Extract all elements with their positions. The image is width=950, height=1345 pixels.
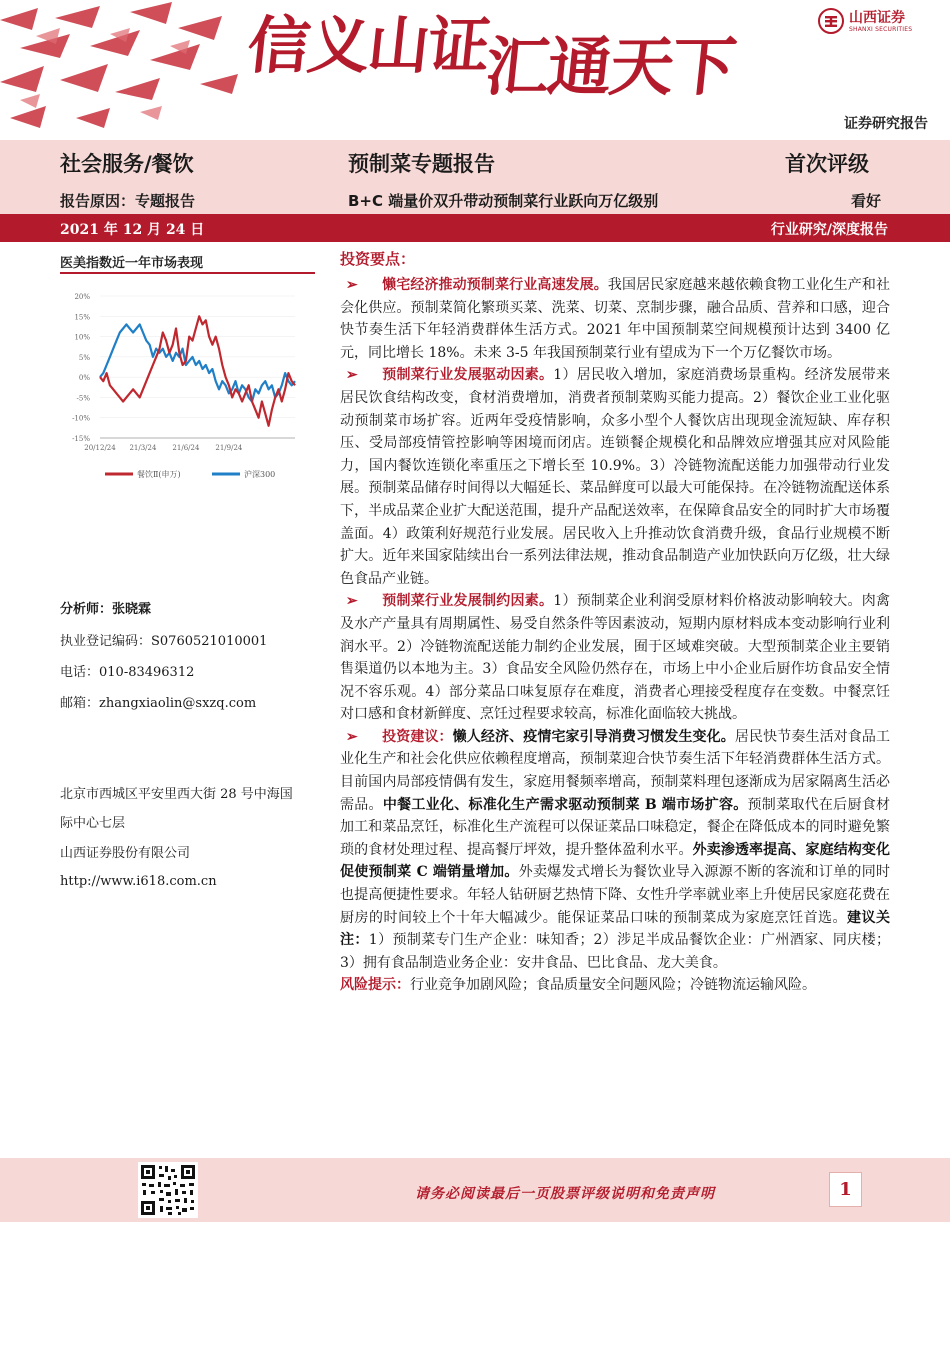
y-tick-label: 5% (78, 353, 90, 362)
sector: 社会服务/餐饮 (60, 152, 194, 176)
info-band (0, 140, 950, 214)
x-tick-label: 21/6/24 (172, 444, 200, 452)
bullet-arrow-icon: ➢ (346, 277, 358, 293)
slogan (244, 9, 740, 105)
risk-text: 行业竞争加剧风险；食品质量安全问题风险；冷链物流运输风险。 (410, 977, 816, 994)
highlight-paragraph (340, 274, 890, 364)
qr-code-icon[interactable] (138, 1162, 198, 1218)
bullet-arrow-icon: ➢ (346, 593, 358, 610)
analyst-phone: 电话：010-83496312 (60, 665, 195, 680)
y-tick-label: 10% (74, 333, 90, 342)
analyst-license: 执业登记编码：S0760521010001 (60, 634, 268, 649)
report-title: 预制菜专题报告 (348, 152, 495, 176)
paragraph-text: 1）预制菜专门生产企业：味知香；2）涉足半成品餐饮企业：广州酒家、同庆楼；3）拥有食品制造业务企业：安井食品、巴比食品、龙大美食。 (340, 932, 891, 971)
rating-value: 看好 (851, 192, 882, 210)
key-point: 中餐工业化、标准化生产需求驱动预制菜 B 端市场扩容。 (382, 796, 748, 813)
paragraph-heading: 懒宅经济推动预制菜行业高速发展。 (382, 277, 608, 293)
legend-label: 餐饮Ⅱ(申万) (137, 470, 181, 479)
slogan-part1: 信义山证 (244, 9, 492, 82)
legend-label: 沪深300 (244, 470, 276, 479)
brand-name-en: SHANXI SECURITIES (849, 25, 913, 33)
y-tick-label: -5% (76, 394, 90, 403)
company-address-line1: 北京市西城区平安里西大街 28 号中海国 (60, 787, 293, 802)
analyst-email[interactable]: 邮箱：zhangxiaolin@sxzq.com (60, 696, 257, 711)
x-tick-label: 21/3/24 (129, 444, 157, 452)
market-performance-chart (60, 278, 315, 498)
highlight-paragraph (340, 364, 890, 590)
paragraph-heading: 投资建议： (382, 728, 453, 745)
highlights-heading: 投资要点： (340, 250, 416, 268)
report-date: 2021 年 12 月 24 日 (60, 222, 205, 238)
y-tick-label: 20% (74, 293, 90, 301)
y-tick-label: 0% (78, 374, 90, 383)
key-point: 建议关注： (340, 909, 891, 949)
footer (0, 1158, 950, 1222)
company-address-line2: 际中心七层 (60, 816, 126, 831)
highlights-body (340, 274, 890, 997)
slogan-part2: 汇通天下 (481, 31, 738, 105)
y-tick-label: -15% (72, 435, 90, 443)
key-point: 懒人经济、疫情宅家引导消费习惯发生变化。 (452, 728, 735, 745)
paragraph-text: 1）预制菜企业利润受原材料价格波动影响较大。肉禽及水产产量具有周期属性、易受自然条件等因素波动，短期内原材料成本变动影响行业利润水平。2）冷链物流配送能力制约企业发展，囿于区域难突破。大型预制菜企业主要销售渠道仍以本地为主。3）食品安全风险仍然存在，市场上中小企业后厨作坊食品安全情况不容乐观。4）部分菜品口味复原存在难度，消费者心理接受程度存在变数。中餐烹饪对口感和食材新鲜度、烹饪过程要求较高，标准化面临较大挑战。 (340, 593, 891, 723)
paragraph-heading: 预制菜行业发展驱动因素。 (382, 367, 554, 384)
x-tick-label: 21/9/24 (215, 444, 243, 452)
company-logo (818, 8, 912, 34)
date-bar (0, 214, 950, 242)
key-point: 外卖渗透率提高、家庭结构变化促使预制菜 C 端销量增加。 (340, 841, 891, 881)
chart-title-rule (60, 272, 315, 274)
page-number: 1 (839, 1179, 852, 1200)
report-reason: 报告原因：专题报告 (60, 192, 196, 210)
report-series: 证券研究报告 (844, 116, 928, 132)
risk-heading: 风险提示： (340, 977, 410, 994)
company-name: 山西证券股份有限公司 (60, 846, 191, 861)
paragraph-text: 1）居民收入增加，家庭消费场景重构。经济发展带来居民饮食结构改变，食材消费增加，消费者预制菜购买能力提高。2）餐饮企业工业化驱动预制菜市场扩容。近两年受疫情影响，众多小型个人餐饮店出现现金流短缺、库存积压、受局部疫情管控影响等困境而闭店。连锁餐企规模化和品牌效应增强其应对风险能力，国内餐饮连锁化率重压之下增长至 10.9%。3）冷链物流配送能力加强带动行业发展。预制菜品储存时间得以大幅延长、菜品鲜度可以最大可能保持。在冷链物流配送体系下，半成品菜企业扩大配送范围，提升产品配送效率，在保障食品安全的同时扩大市场覆盖面。4）政策利好规范行业发展。居民收入上升推动饮食消费升级，食品行业规模不断扩大。近年来国家陆续出台一系列法律法规，推动食品制造产业加快跃向万亿级，壮大绿色食品产业链。 (340, 367, 891, 587)
paragraph-heading: 预制菜行业发展制约因素。 (382, 593, 554, 610)
brand-name: 山西证券 (849, 9, 905, 26)
disclaimer-note: 请务必阅读最后一页股票评级说明和免责声明 (415, 1186, 715, 1202)
paragraph-text: 我国居民家庭越来越依赖食物工业化生产和社会化供应。预制菜简化繁琐买菜、洗菜、切菜、烹制步骤，融合品质、营养和口感，迎合快节奏生活下年轻消费群体生活方式。2021 年中国预制菜空间规模预计达到 3400 亿元，同比增长 18%。未来 3-5 年我国预制菜行业有望成为下一个万亿餐饮市场。 (340, 277, 891, 361)
header-banner (0, 0, 950, 140)
logo-mark-icon (818, 8, 844, 34)
paragraph-text: 预制菜取代在后厨食材加工和菜品烹饪，标准化生产流程可以保证菜品口味稳定，餐企在降低成本的同时避免繁琐的食材处理过程、提高餐厅坪效，提升整体盈利水平。 (340, 796, 890, 858)
x-tick-label: 20/12/24 (84, 444, 116, 452)
rating-label: 首次评级 (785, 152, 869, 176)
y-tick-label: -10% (72, 414, 90, 423)
highlight-paragraph (340, 590, 890, 726)
page-number-box (829, 1172, 862, 1207)
series-line-catering (100, 316, 295, 426)
bullet-arrow-icon: ➢ (346, 367, 358, 384)
company-url[interactable]: http://www.i618.com.cn (60, 874, 217, 889)
paragraph-text: 外卖爆发式增长为餐饮业导入源源不断的客流和订单的同时也提高便捷性要求。年轻人钻研厨艺热情下降、女性升学率就业率上升使居民家庭花费在厨房的时间较上个十年大幅减少。能保证菜品口味的预制菜成为家庭烹饪首选。 (340, 864, 891, 926)
highlight-paragraph (340, 726, 890, 975)
report-subtitle: B+C 端量价双升带动预制菜行业跃向万亿级别 (348, 192, 659, 210)
report-category: 行业研究/深度报告 (770, 222, 888, 238)
bullet-arrow-icon: ➢ (346, 728, 358, 745)
chart-title: 医美指数近一年市场表现 (60, 256, 204, 271)
y-tick-label: 15% (74, 313, 90, 322)
risk-paragraph (340, 974, 890, 997)
series-line-csi300 (100, 324, 295, 401)
analyst-name: 分析师：张晓霖 (60, 602, 152, 617)
paragraph-text: 居民快节奏生活对食品工业化生产和社会化供应依赖程度增高，预制菜迎合快节奏生活下年轻消费群体生活方式。目前国内局部疫情偶有发生，家庭用餐频率增高，预制菜料理包逐渐成为居家隔离生活必需品。 (340, 728, 891, 813)
